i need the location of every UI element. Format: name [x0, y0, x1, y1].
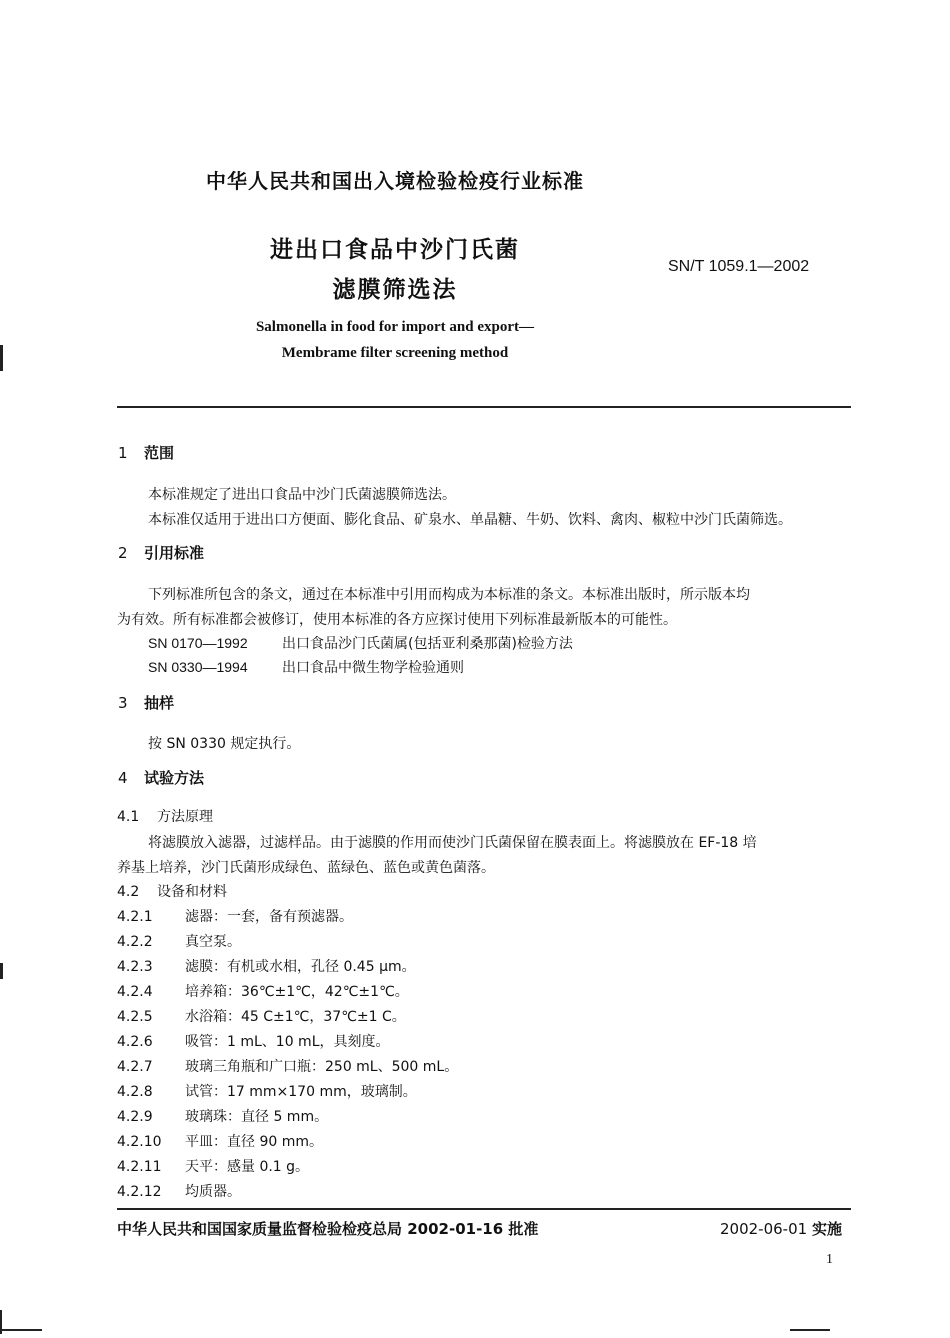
header-divider [117, 406, 851, 408]
section-3-heading [118, 692, 174, 713]
scan-edge-mark [2, 1329, 42, 1331]
effective-date-statement [720, 1218, 842, 1239]
equipment-item [117, 1181, 241, 1201]
item-number: 4.2.5 [117, 1009, 153, 1025]
section-title: 抽样 [144, 694, 175, 712]
title-zh-line1: 进出口食品中沙门氏菌 [270, 237, 520, 263]
section-2-paragraph-line1: 下列标准所包含的条文，通过在本标准中引用而构成为本标准的条文。本标准出版时，所示版本均 [148, 587, 750, 603]
item-number: 4.2.11 [117, 1159, 162, 1175]
section-4-heading [118, 767, 204, 788]
page-number: 1 [826, 1252, 833, 1267]
equipment-item [117, 1106, 328, 1126]
scan-edge-mark [0, 345, 3, 371]
standard-number: SN/T 1059.1—2002 [668, 258, 810, 275]
section-3-paragraph: 按 SN 0330 规定执行。 [148, 736, 301, 752]
item-text: 玻璃珠：直径 5 mm。 [185, 1109, 329, 1125]
effective-label: 实施 [811, 1220, 842, 1238]
item-text: 平皿：直径 90 mm。 [185, 1134, 323, 1150]
issuing-organization: 中华人民共和国出入境检验检疫行业标准 [206, 169, 584, 193]
subsection-title: 方法原理 [157, 809, 213, 825]
item-number: 4.2.4 [117, 984, 153, 1000]
equipment-item [117, 1156, 309, 1176]
item-number: 4.2.1 [117, 909, 153, 925]
section-number: 4 [118, 769, 128, 787]
title-en-line1: Salmonella in food for import and export— [255, 319, 535, 335]
equipment-item [117, 906, 353, 926]
item-number: 4.2.6 [117, 1034, 153, 1050]
section-title: 范围 [144, 444, 175, 462]
equipment-item [117, 1031, 390, 1051]
equipment-item [117, 1056, 458, 1076]
reference-code: SN 0330—1994 [148, 659, 248, 675]
item-text: 滤膜：有机或水相，孔径 0.45 μm。 [185, 959, 416, 975]
reference-title: 出口食品中微生物学检验通则 [282, 660, 464, 676]
item-number: 4.2.10 [117, 1134, 162, 1150]
equipment-item [117, 931, 241, 951]
item-number: 4.2.2 [117, 934, 153, 950]
equipment-item [117, 1081, 417, 1101]
section-2-paragraph-line2: 为有效。所有标准都会被修订，使用本标准的各方应探讨使用下列标准最新版本的可能性。 [117, 612, 677, 628]
subsection-4-1-paragraph-line1: 将滤膜放入滤器，过滤样品。由于滤膜的作用而使沙门氏菌保留在膜表面上。将滤膜放在 EF-18 培 [148, 835, 757, 851]
item-number: 4.2.3 [117, 959, 153, 975]
section-1-paragraph-1: 本标准规定了进出口食品中沙门氏菌滤膜筛选法。 [148, 487, 456, 503]
reference-item [148, 633, 573, 653]
section-title: 试验方法 [144, 769, 205, 787]
section-title: 引用标准 [144, 544, 205, 562]
section-2-heading [118, 542, 204, 563]
item-text: 试管：17 mm×170 mm，玻璃制。 [185, 1084, 417, 1100]
section-number: 2 [118, 544, 128, 562]
reference-title: 出口食品沙门氏菌属(包括亚利桑那菌)检验方法 [282, 636, 573, 652]
item-text: 滤器：一套，备有预滤器。 [185, 909, 353, 925]
subsection-number: 4.2 [117, 884, 140, 900]
equipment-item [117, 956, 416, 976]
item-text: 水浴箱：45 C±1℃，37℃±1 C。 [185, 1009, 406, 1025]
subsection-4-1-paragraph-line2: 养基上培养，沙门氏菌形成绿色、蓝绿色、蓝色或黄色菌落。 [117, 860, 495, 876]
item-text: 吸管：1 mL、10 mL，具刻度。 [185, 1034, 390, 1050]
item-text: 真空泵。 [185, 934, 241, 950]
reference-code: SN 0170—1992 [148, 635, 248, 651]
subsection-4-1-heading [117, 806, 213, 826]
item-text: 玻璃三角瓶和广口瓶：250 mL、500 mL。 [185, 1059, 459, 1075]
reference-item [148, 657, 464, 677]
item-number: 4.2.7 [117, 1059, 153, 1075]
item-text: 均质器。 [185, 1184, 241, 1200]
item-text: 培养箱：36℃±1℃，42℃±1℃。 [185, 984, 409, 1000]
subsection-4-2-heading [117, 881, 227, 901]
footer-divider [117, 1208, 851, 1210]
equipment-item [117, 1131, 323, 1151]
section-1-heading [118, 442, 174, 463]
section-number: 3 [118, 694, 128, 712]
equipment-item [117, 981, 409, 1001]
subsection-number: 4.1 [117, 809, 140, 825]
title-zh-line2: 滤膜筛选法 [332, 277, 458, 303]
item-number: 4.2.8 [117, 1084, 153, 1100]
scan-edge-mark [0, 963, 3, 979]
section-number: 1 [118, 444, 128, 462]
section-1-paragraph-2: 本标准仅适用于进出口方便面、膨化食品、矿泉水、单晶糖、牛奶、饮料、禽肉、椒粒中沙门氏菌筛选。 [148, 512, 792, 528]
item-number: 4.2.12 [117, 1184, 162, 1200]
approval-statement: 中华人民共和国国家质量监督检验检疫总局 2002-01-16 批准 [117, 1220, 539, 1238]
effective-date: 2002-06-01 [720, 1220, 808, 1238]
equipment-item [117, 1006, 406, 1026]
subsection-title: 设备和材料 [157, 884, 227, 900]
title-en-line2: Membrame filter screening method [281, 345, 509, 361]
item-number: 4.2.9 [117, 1109, 153, 1125]
item-text: 天平：感量 0.1 g。 [185, 1159, 310, 1175]
scan-edge-mark [790, 1329, 830, 1331]
